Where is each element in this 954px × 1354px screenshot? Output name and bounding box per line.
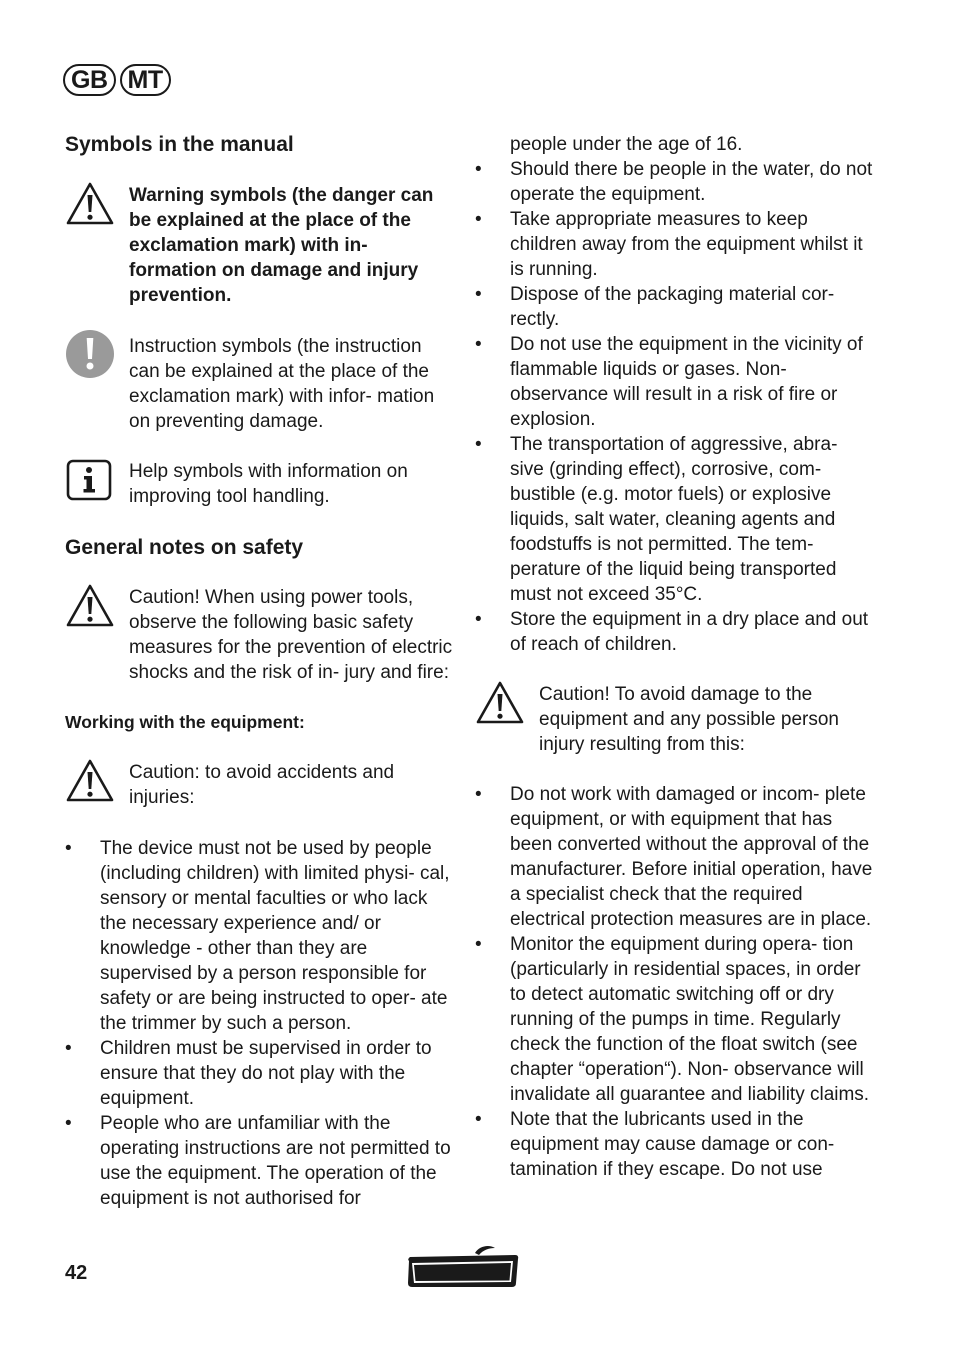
right-column	[475, 132, 875, 1182]
list-item-text: Children must be supervised in order to ensure that they do not play with the equipment.	[100, 1038, 432, 1109]
bullet-mark: •	[475, 1109, 482, 1130]
symbol-instruction-text: Instruction symbols (the instruction can be explained at the place of the exclamation mark) with infor- mation on preventing damage.	[129, 336, 435, 432]
general-caution-text: Caution! When using power tools, observe the following basic safety measures for the prevention of electric shocks and the risk of in- jury and fire:	[129, 587, 453, 683]
page-number: 42	[65, 1262, 88, 1284]
symbols-heading: Symbols in the manual	[65, 133, 294, 156]
info-square-icon	[65, 459, 129, 510]
bullet-mark: •	[475, 784, 482, 805]
right-caution-text: Caution! To avoid damage to the equipment and any possible person injury resulting from this:	[539, 684, 839, 755]
list-item	[475, 157, 875, 207]
list-item	[65, 1111, 455, 1211]
bullet-mark: •	[475, 434, 482, 455]
list-item-text: Do not use the equipment in the vicinity of flammable liquids or gases. Non- observance will result in a risk of fire or explosion.	[510, 334, 863, 430]
general-safety-heading: General notes on safety	[65, 536, 304, 559]
right-bullet-list-2	[475, 782, 875, 1182]
warning-triangle-icon	[65, 760, 129, 811]
bullet-mark: •	[475, 934, 482, 955]
symbol-warning-text: Warning symbols (the danger can be explained at the place of the exclamation mark) with in- formation on damage and injury prevention.	[129, 185, 434, 306]
left-column	[65, 132, 455, 1211]
working-heading: Working with the equipment:	[65, 712, 305, 732]
symbol-help-text: Help symbols with information on improving tool handling.	[129, 461, 408, 507]
list-item-text: The transportation of aggressive, abra- sive (grinding effect), corrosive, com- bustible (e.g. motor fuels) or explosive liquids, salt water, cleaning agents and foodstuffs is not permitted. The tem- perature of the liquid being transported must not exceed 35°C.	[510, 434, 838, 605]
language-badge-gb: GB	[63, 64, 116, 96]
warning-triangle-icon	[65, 183, 129, 234]
list-item	[475, 432, 875, 607]
bullet-mark: •	[475, 159, 482, 180]
list-item	[475, 782, 875, 932]
warning-triangle-icon	[475, 682, 539, 733]
symbol-help-row	[65, 459, 455, 510]
right-caution-row	[475, 682, 875, 757]
list-item	[65, 836, 455, 1036]
bullet-mark: •	[475, 209, 482, 230]
symbol-instruction-row	[65, 334, 455, 434]
list-item	[65, 1036, 455, 1111]
bullet-mark: •	[475, 609, 482, 630]
list-item-text: Do not work with damaged or incom- plete equipment, or with equipment that has been converted without the approval of the manufacturer. Before initial operation, have a specialist check that the required electrical protection measures are in place.	[510, 784, 873, 930]
list-item	[475, 932, 875, 1107]
exclamation-circle-icon	[65, 334, 129, 386]
list-item-text: Store the equipment in a dry place and out of reach of children.	[510, 609, 869, 655]
symbol-warning-row	[65, 183, 455, 308]
working-caution-text: Caution: to avoid accidents and injuries:	[129, 762, 395, 808]
bullet-mark: •	[65, 838, 72, 859]
bullet-mark: •	[65, 1113, 72, 1134]
list-item-text: People who are unfamiliar with the operating instructions are not permitted to use the equipment. The operation of the equipment is not authorised for	[100, 1113, 451, 1209]
general-caution-row	[65, 585, 455, 685]
bullet-mark: •	[475, 284, 482, 305]
list-item-text: Note that the lubricants used in the equipment may cause damage or con- tamination if they escape. Do not use	[510, 1109, 835, 1180]
list-item	[475, 332, 875, 432]
bullet-mark: •	[65, 1038, 72, 1059]
list-item	[475, 207, 875, 282]
list-item	[475, 607, 875, 657]
list-item-text: Dispose of the packaging material cor- rectly.	[510, 284, 835, 330]
working-caution-row	[65, 760, 455, 811]
left-bullet-list	[65, 836, 455, 1211]
list-item-text: Take appropriate measures to keep children away from the equipment whilst it is running.	[510, 209, 863, 280]
florabest-logo	[405, 1245, 521, 1296]
list-item-text: Monitor the equipment during opera- tion (particularly in residential spaces, in order to detect automatic switching off or dry running of the pumps in time. Regularly check the function of the float switch (see chapter “operation“). Non- observance will invalidate all guarantee and liability claims.	[510, 934, 870, 1105]
right-bullet-list	[475, 157, 875, 657]
bullet-mark: •	[475, 334, 482, 355]
continued-text: people under the age of 16.	[510, 134, 743, 155]
list-item	[475, 1107, 875, 1182]
language-badge-mt: MT	[120, 64, 171, 96]
list-item-text: Should there be people in the water, do not operate the equipment.	[510, 159, 873, 205]
warning-triangle-icon	[65, 585, 129, 636]
language-badges	[63, 64, 171, 96]
list-item	[475, 282, 875, 332]
list-item-text: The device must not be used by people (including children) with limited physi- cal, sensory or mental faculties or who lack the necessary experience and/ or knowledge - other than they are supervised by a person responsible for safety or are being instructed to oper- ate the trimmer by such a person.	[100, 838, 450, 1034]
